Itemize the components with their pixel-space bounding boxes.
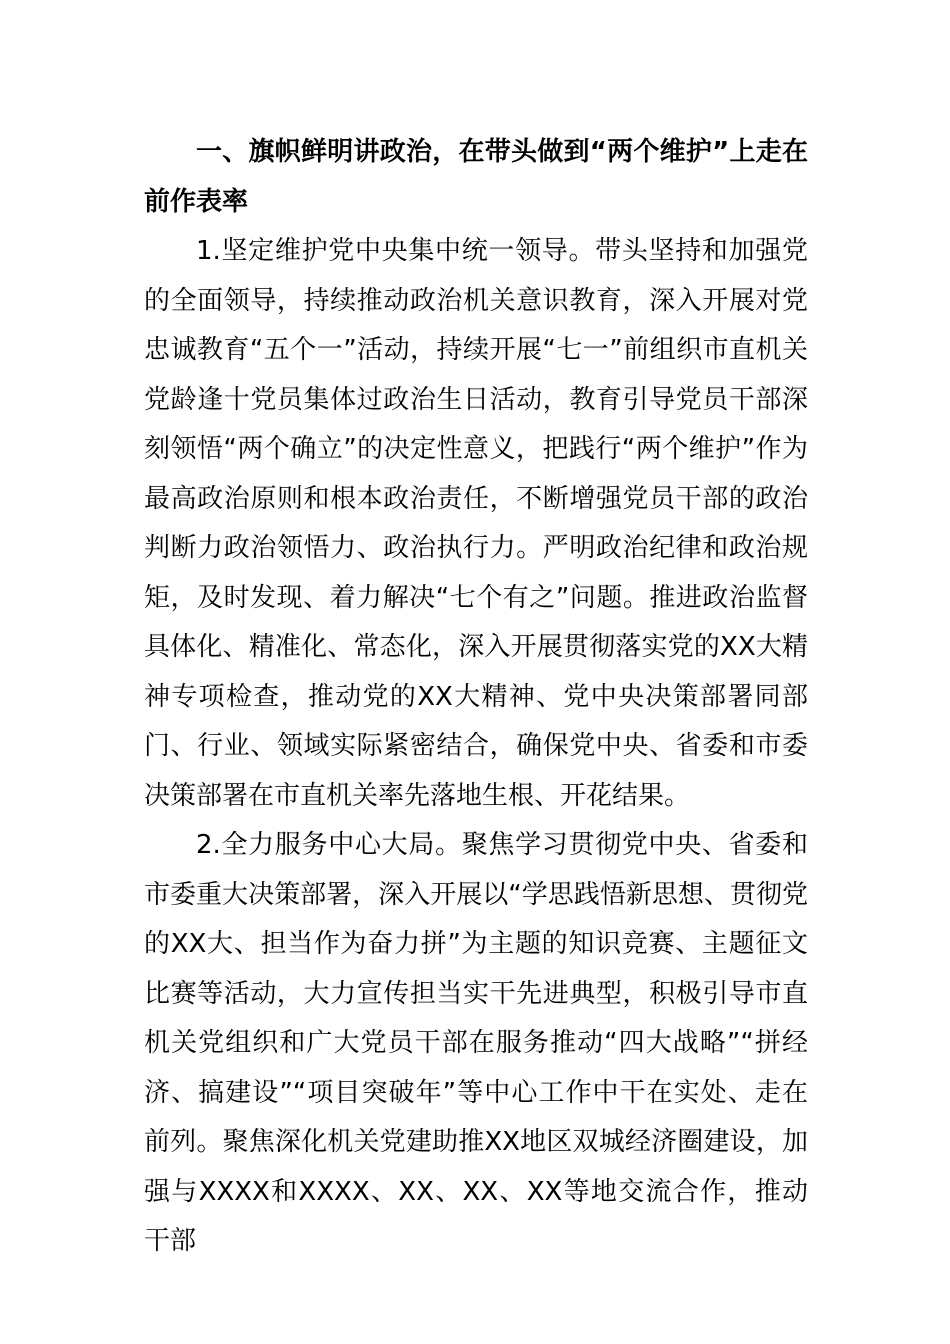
paragraph-2: 2.全力服务中心大局。聚焦学习贯彻党中央、省委和市委重大决策部署，深入开展以“学思践悟新思想、贯彻党的XX大、担当作为奋力拼”为主题的知识竞赛、主题征文比赛等活动，大力宣传担当实干先进典型，积极引导市直机关党组织和广大党员干部在服务推动“四大战略”“拼经济、搞建设”“项目突破年”等中心工作中干在实处、走在前列。聚焦深化机关党建助推XX地区双城经济圈建设，加强与XXXX和XXXX、XX、XX、XX等地交流合作，推动干部 — [144, 830, 808, 1256]
paragraph-1: 1.坚定维护党中央集中统一领导。带头坚持和加强党的全面领导，持续推动政治机关意识教育，深入开展对党忠诚教育“五个一”活动，持续开展“七一”前组织市直机关党龄逢十党员集体过政治生日活动，教育引导党员干部深刻领悟“两个确立”的决定性意义，把践行“两个维护”作为最高政治原则和根本政治责任，不断增强党员干部的政治判断力政治领悟力、政治执行力。严明政治纪律和政治规矩，及时发现、着力解决“七个有之”问题。推进政治监督具体化、精准化、常态化，深入开展贯彻落实党的XX大精神专项检查，推动党的XX大精神、党中央决策部署同部门、行业、领域实际紧密结合，确保党中央、省委和市委决策部署在市直机关率先落地生根、开花结果。 — [144, 236, 808, 811]
document-body — [144, 128, 808, 1267]
section-heading: 一、旗帜鲜明讲政治，在带头做到“两个维护”上走在前作表率 — [144, 137, 808, 217]
